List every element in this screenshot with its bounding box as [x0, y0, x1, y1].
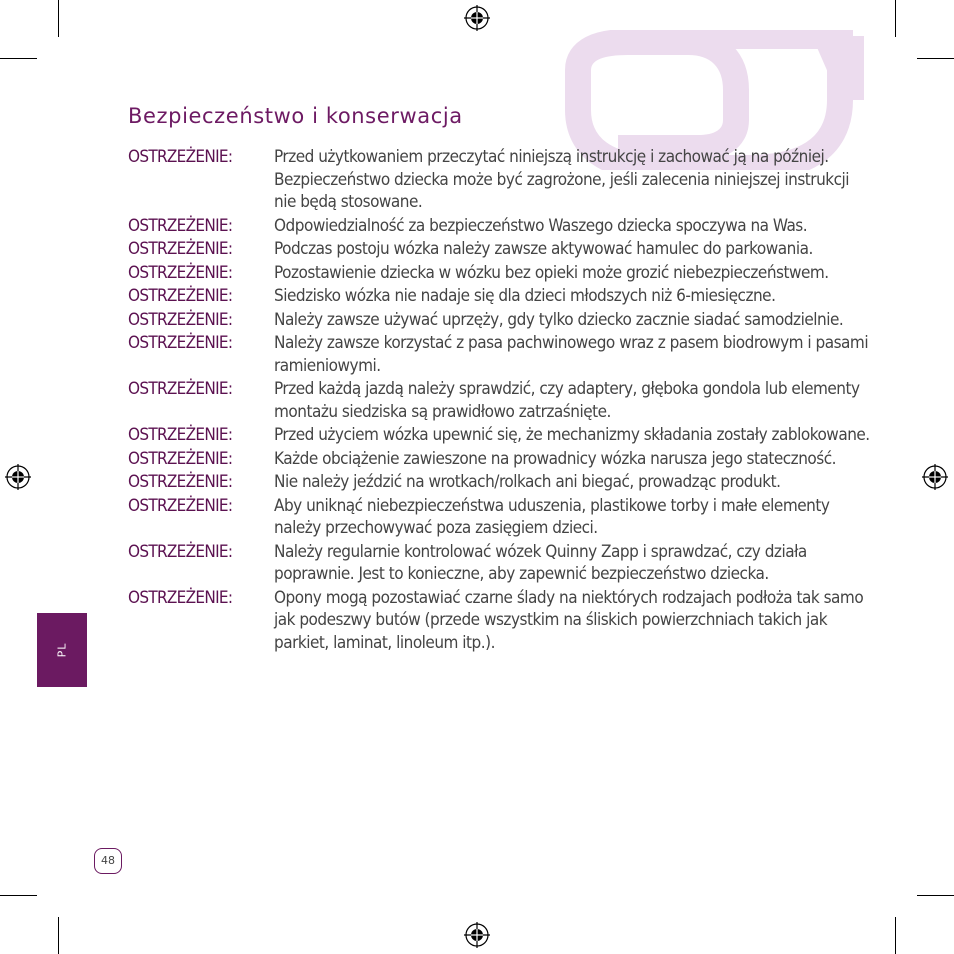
warning-label: OSTRZEŻENIE:: [128, 286, 233, 306]
warning-item: [128, 587, 873, 655]
crop-mark: [895, 917, 896, 954]
warning-item: [128, 215, 873, 238]
warning-text: Każde obciążenie zawieszone na prowadnicy wózka narusza jego stateczność.: [274, 448, 836, 469]
crop-mark: [0, 58, 37, 59]
warning-item: [128, 495, 873, 540]
warning-text: Aby uniknąć niebezpieczeństwa uduszenia, plastikowe torby i małe elementy należy przechowywać poza zasięgiem dzieci.: [274, 495, 830, 538]
crop-mark: [895, 0, 896, 37]
registration-mark-icon: [464, 922, 490, 948]
page-number: 48: [94, 848, 122, 874]
warning-text: Opony mogą pozostawiać czarne ślady na niektórych rodzajach podłoża tak samo jak podeszwy butów (przede wszystkim na śliskich powierzchniach takich jak parkiet, laminat, linoleum itp.).: [274, 587, 864, 653]
crop-mark: [917, 895, 954, 896]
warning-text: Przed każdą jazdą należy sprawdzić, czy adaptery, głęboka gondola lub elementy montażu siedziska są prawidłowo zatrzaśnięte.: [274, 379, 860, 422]
warning-text: Siedzisko wózka nie nadaje się dla dzieci młodszych niż 6-miesięczne.: [274, 286, 776, 306]
warning-item: [128, 285, 873, 308]
warning-item: [128, 262, 873, 285]
warning-label: OSTRZEŻENIE:: [128, 239, 233, 259]
warning-label: OSTRZEŻENIE:: [128, 215, 233, 236]
warning-text: Podczas postoju wózka należy zawsze aktywować hamulec do parkowania.: [274, 239, 813, 259]
warning-item: [128, 424, 873, 447]
warning-item: [128, 541, 873, 586]
registration-mark-icon: [464, 5, 490, 31]
warning-label: OSTRZEŻENIE:: [128, 425, 233, 445]
warning-text: Należy zawsze używać uprzęży, gdy tylko dziecko zacznie siadać samodzielnie.: [274, 309, 844, 330]
warning-item: [128, 448, 873, 471]
crop-mark: [58, 0, 59, 37]
warning-label: OSTRZEŻENIE:: [128, 309, 233, 330]
warning-label: OSTRZEŻENIE:: [128, 262, 233, 283]
warning-text: Przed użyciem wózka upewnić się, że mechanizmy składania zostały zablokowane.: [274, 425, 870, 445]
warning-item: [128, 471, 873, 494]
registration-mark-icon: [5, 464, 31, 490]
warning-item: [128, 309, 873, 332]
warning-label: OSTRZEŻENIE:: [128, 495, 233, 516]
warning-text: Pozostawienie dziecka w wózku bez opieki może grozić niebezpieczeństwem.: [274, 262, 829, 283]
warning-item: [128, 146, 873, 214]
warning-label: OSTRZEŻENIE:: [128, 472, 233, 492]
warning-text: Odpowiedzialność za bezpieczeństwo Waszego dziecka spoczywa na Was.: [274, 215, 808, 236]
warnings-list: [128, 146, 873, 655]
warning-label: OSTRZEŻENIE:: [128, 448, 233, 469]
crop-mark: [917, 58, 954, 59]
warning-label: OSTRZEŻENIE:: [128, 333, 233, 353]
warning-label: OSTRZEŻENIE:: [128, 587, 233, 608]
warning-text: Należy zawsze korzystać z pasa pachwinowego wraz z pasem biodrowym i pasami ramieniowymi.: [274, 333, 869, 376]
crop-mark: [0, 895, 37, 896]
warning-text: Nie należy jeździć na wrotkach/rolkach ani biegać, prowadząc produkt.: [274, 472, 781, 492]
warning-text: Należy regularnie kontrolować wózek Quinny Zapp i sprawdzać, czy działa poprawnie. Jest to konieczne, aby zapewnić bezpieczeństwo dziecka.: [274, 541, 807, 584]
warning-item: [128, 238, 873, 261]
crop-mark: [58, 917, 59, 954]
warning-label: OSTRZEŻENIE:: [128, 147, 233, 167]
warning-item: [128, 332, 873, 377]
language-tab: [37, 613, 87, 687]
warning-label: OSTRZEŻENIE:: [128, 541, 233, 562]
registration-mark-icon: [922, 464, 948, 490]
language-tab-label: PL: [55, 642, 69, 658]
warning-item: [128, 378, 873, 423]
warning-text: Przed użytkowaniem przeczytać niniejszą instrukcję i zachować ją na później. Bezpieczeństwo dziecka może być zagrożone, jeśli zalecenia niniejszej instrukcji nie będą stosowane.: [274, 147, 850, 212]
page-title: Bezpieczeństwo i konserwacja: [128, 104, 463, 128]
warning-label: OSTRZEŻENIE:: [128, 379, 233, 399]
